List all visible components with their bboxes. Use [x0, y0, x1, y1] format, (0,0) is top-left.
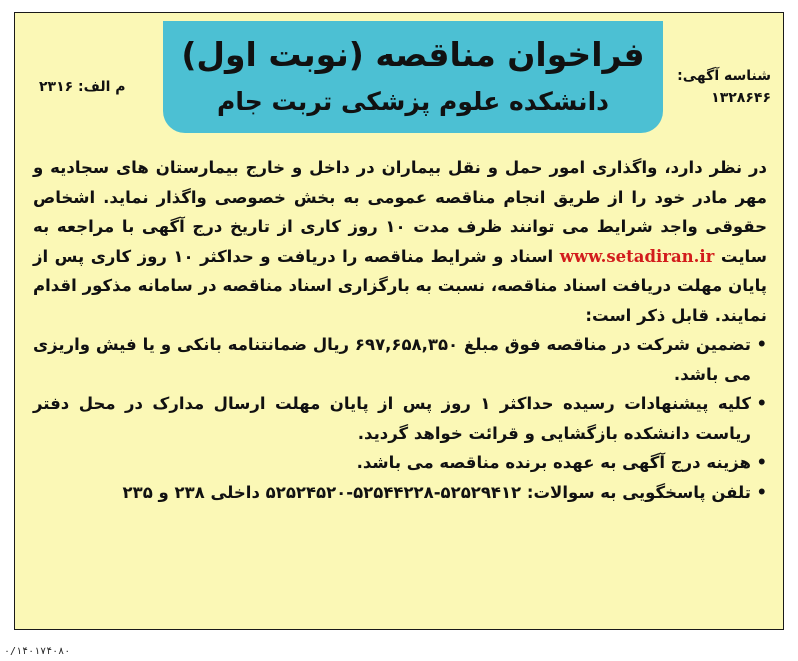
footer-code: ۰/۱۴۰۱۷۴۰۸۰ — [4, 646, 71, 657]
ad-title: فراخوان مناقصه (نوبت اول) — [181, 35, 645, 74]
ad-id-label: شناسه آگهی: — [677, 68, 771, 84]
tender-advertisement — [14, 12, 784, 630]
intro-paragraph — [33, 153, 767, 330]
conditions-list — [33, 330, 767, 507]
list-item: • هزینه درج آگهی به عهده برنده مناقصه می باشد. — [33, 448, 767, 478]
list-item: • تلفن پاسخگویی به سوالات: ۵۲۵۲۹۴۱۲-۵۲۵۴۴۲۲۸-۵۲۵۲۴۵۲۰ داخلی ۲۳۸ و ۲۳۵ — [33, 478, 767, 508]
ad-body — [33, 153, 767, 507]
website-link[interactable]: www.setadiran.ir — [559, 246, 715, 266]
header-banner — [163, 21, 663, 133]
list-item: • کلیه پیشنهادات رسیده حداکثر ۱ روز پس از پایان مهلت ارسال مدارک در محل دفتر ریاست دانشکده بازگشایی و قرائت خواهد گردید. — [33, 389, 767, 448]
reference-code: م الف: ۲۳۱۶ — [39, 79, 126, 95]
ad-id-value: ۱۳۲۸۶۴۶ — [711, 90, 771, 106]
ad-id-block — [677, 65, 771, 109]
list-item: • تضمین شرکت در مناقصه فوق مبلغ ۶۹۷,۶۵۸,۳۵۰ ریال ضمانتنامه بانکی و یا فیش واریزی می باشد. — [33, 330, 767, 389]
ad-subtitle: دانشکده علوم پزشکی تربت جام — [217, 87, 609, 116]
intro-text: در نظر دارد، واگذاری امور حمل و نقل بیماران در داخل و خارج بیمارستان های سجادیه و مهر مادر خود را از طریق انجام مناقصه عمومی به بخش خصوصی واگذار نماید. اشخاص حقوقی واجد شرایط می توانند ظرف مدت ۱۰ روز کاری از تاریخ درج آگهی با مراجعه به سایت — [33, 158, 767, 266]
intro-text-continued: اسناد و شرایط مناقصه را دریافت و حداکثر ۱۰ روز کاری پس از پایان مهلت دریافت اسناد مناقصه، نسبت به بارگزاری اسناد مناقصه در سامانه مذکور اقدام نمایند. قابل ذکر است: — [33, 246, 767, 325]
